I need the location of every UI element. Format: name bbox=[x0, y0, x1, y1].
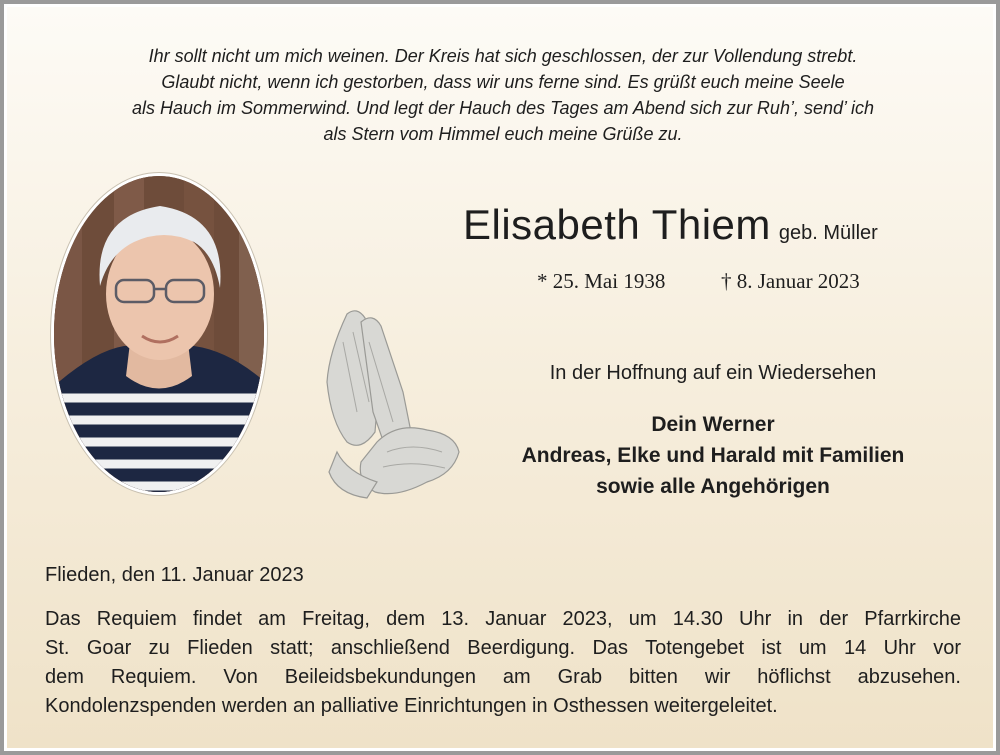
poem-line: Ihr sollt nicht um mich weinen. Der Kreis hat sich geschlossen, der zur Vollendung strebt. bbox=[148, 46, 858, 66]
portrait-illustration bbox=[54, 176, 264, 492]
hope-line: In der Hoffnung auf ein Wiedersehen bbox=[549, 362, 877, 384]
poem bbox=[47, 43, 959, 147]
deceased-name: Elisabeth Thiem bbox=[463, 201, 771, 248]
place-date: Flieden, den 11. Januar 2023 bbox=[45, 564, 304, 586]
notice-line: Kondolenzspenden werden an palliative Einrichtungen in Osthessen weitergeleitet. bbox=[45, 695, 778, 717]
mourner-line: Andreas, Elke und Harald mit Familien bbox=[521, 444, 905, 467]
notice-line: St. Goar zu Flieden statt; anschließend Beerdigung. Das Totengebet ist um 14 Uhr vor bbox=[45, 637, 961, 659]
mourners bbox=[467, 409, 959, 502]
poem-line: als Stern vom Himmel euch meine Grüße zu. bbox=[323, 124, 683, 144]
deceased-name-line bbox=[463, 201, 878, 257]
funeral-notice bbox=[45, 605, 961, 721]
birth-name: geb. Müller bbox=[778, 222, 878, 244]
poem-line: als Hauch im Sommerwind. Und legt der Hauch des Tages am Abend sich zur Ruh’, send’ ich bbox=[131, 98, 875, 118]
praying-hands-icon bbox=[317, 302, 462, 502]
notice-line: dem Requiem. Von Beileidsbekundungen am Grab bitten wir höflichst abzusehen. bbox=[45, 666, 961, 688]
mourner-line: Dein Werner bbox=[651, 413, 775, 436]
notice-line: Das Requiem findet am Freitag, dem 13. Januar 2023, um 14.30 Uhr in der Pfarrkirche bbox=[45, 608, 961, 630]
portrait-photo bbox=[51, 173, 267, 495]
obituary-card bbox=[4, 4, 996, 751]
birth-date: * 25. Mai 1938 bbox=[537, 269, 666, 293]
poem-line: Glaubt nicht, wenn ich gestorben, dass wir uns ferne sind. Es grüßt euch meine Seele bbox=[161, 72, 845, 92]
death-date: † 8. Januar 2023 bbox=[721, 269, 860, 293]
mourner-line: sowie alle Angehörigen bbox=[596, 475, 830, 498]
